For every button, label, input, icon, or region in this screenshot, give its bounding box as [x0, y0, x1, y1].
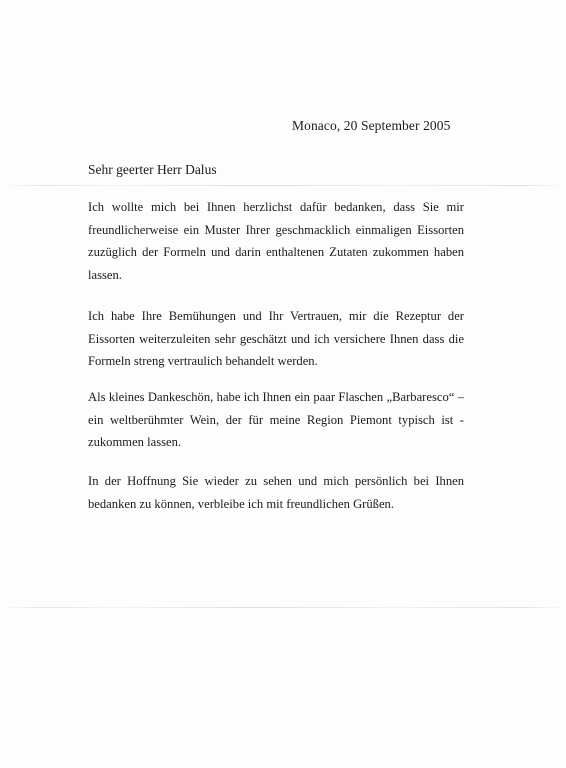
letter-date: Monaco, 20 September 2005	[292, 118, 451, 133]
scan-fold-line-bottom	[0, 607, 566, 608]
scan-fold-line-top	[0, 185, 566, 186]
letter-paragraph-4: In der Hoffnung Sie wieder zu sehen und mich persönlich bei Ihnen bedanken zu können, verbleibe ich mit freundlichen Grüßen.	[88, 474, 464, 511]
letter-paragraph-3: Als kleines Dankeschön, habe ich Ihnen ein paar Flaschen „Barbaresco“ – ein weltberühmter Wein, der für meine Region Piemont typisch ist - zukommen lassen.	[88, 390, 464, 449]
letter-salutation: Sehr geerter Herr Dalus	[88, 162, 217, 177]
letter-paragraph-1: Ich wollte mich bei Ihnen herzlichst dafür bedanken, dass Sie mir freundlicherweise ein Muster Ihrer geschmacklich einmaligen Eissorten zuzüglich der Formeln und darin enthaltenen Zutaten zukommen haben lassen.	[88, 200, 464, 282]
letter-paragraph-2: Ich habe Ihre Bemühungen und Ihr Vertrauen, mir die Rezeptur der Eissorten weiterzuleiten sehr geschätzt und ich versichere Ihnen dass die Formeln streng vertraulich behandelt werden.	[88, 309, 464, 368]
